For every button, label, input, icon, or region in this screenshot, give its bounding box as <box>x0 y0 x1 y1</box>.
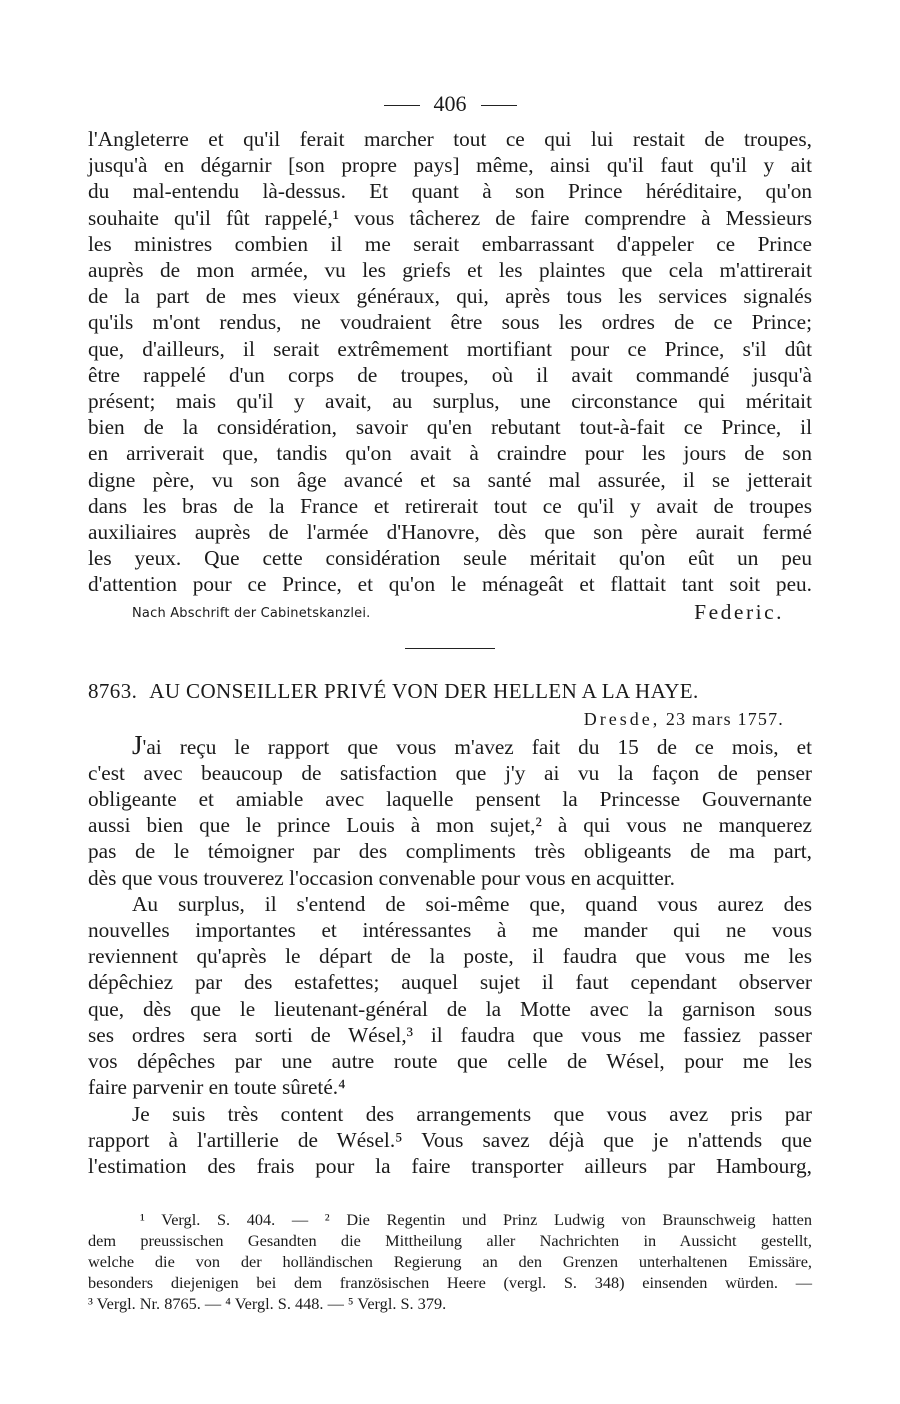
letter-number: 8763. <box>88 678 138 703</box>
text-line: nouvelles importantes et intéressantes à me mander qui ne vous <box>88 918 812 943</box>
text-line: d'attention pour ce Prince, et qu'on le ménageât et flattait tant soit peu. <box>88 572 812 597</box>
letter-heading <box>88 679 812 704</box>
text-line: auprès de mon armée, vu les griefs et les plaintes que cela m'attirerait <box>88 258 812 283</box>
text-line: Au surplus, il s'entend de soi-même que, quand vous aurez des <box>132 891 812 916</box>
letter-place: Dresde, <box>583 708 661 729</box>
text-line <box>88 729 812 760</box>
text-line: du mal-entendu là-dessus. Et quant à son Prince héréditaire, qu'on <box>88 179 812 204</box>
text-line: souhaite qu'il fût rappelé,¹ vous tâcherez de faire comprendre à Messieurs <box>88 205 812 230</box>
text-line: jusqu'à en dégarnir [son propre pays] même, ainsi qu'il faut qu'il y ait <box>88 153 812 178</box>
text-line: obligeante et amiable avec laquelle pensent la Princesse Gouvernante <box>88 787 812 812</box>
page-number: 406 <box>433 91 467 116</box>
text-line: l'Angleterre et qu'il ferait marcher tout ce qui lui restait de troupes, <box>88 127 812 151</box>
text-line: reviennent qu'après le départ de la poste, il faudra que vous me les <box>88 944 812 969</box>
header-dash-left <box>384 105 420 106</box>
footnote-line: dem preussischen Gesandten die Mittheilung aller Nachrichten in Aussicht gestellt, <box>88 1231 812 1251</box>
text-line: c'est avec beaucoup de satisfaction que j'y ai vu la façon de penser <box>88 760 812 785</box>
text-line: que, dès que le lieutenant-général de la Motte avec la garnison sous <box>88 996 812 1021</box>
section-divider <box>405 648 495 649</box>
text-line: de la part de mes vieux généraux, qui, après tous les services signalés <box>88 284 812 309</box>
footnote-line: welche die von der holländischen Regierung an den Grenzen unterhaltenen Emissäre, <box>88 1252 812 1272</box>
page-header <box>88 86 812 122</box>
text-line: dans les bras de la France et retirerait tout ce qu'il y avait de troupes <box>88 493 812 518</box>
text-line: Je suis très content des arrangements que vous avez pris par <box>132 1101 812 1126</box>
text-line: les yeux. Que cette considération seule méritait qu'on eût un peu <box>88 546 812 571</box>
footnote-line: besonders diejenigen bei dem französischen Heere (vergl. S. 348) einsenden würden. — <box>88 1273 812 1293</box>
text-line: que, d'ailleurs, il serait extrêmement mortifiant pour ce Prince, s'il dût <box>88 336 812 361</box>
text-line: aussi bien que le prince Louis à mon sujet,² à qui vous ne manquerez <box>88 813 812 838</box>
header-dash-right <box>481 105 517 106</box>
text-line: auxiliaires auprès de l'armée d'Hanovre, dès que son père aurait fermé <box>88 520 812 545</box>
letter-title: AU CONSEILLER PRIVÉ VON DER HELLEN A LA HAYE. <box>149 678 699 703</box>
text-line: ses ordres sera sorti de Wésel,³ il faudra que vous me fassiez passer <box>88 1022 812 1047</box>
text-line: les ministres combien il me serait embarrassant d'appeler ce Prince <box>88 231 812 256</box>
text-line: dépêchiez par des estafettes; auquel sujet il faut cependant observer <box>88 970 812 995</box>
text-line: présent; mais qu'il y avait, au surplus, une circonstance qui méritait <box>88 389 812 414</box>
footnote-line: ¹ Vergl. S. 404. — ² Die Regentin und Prinz Ludwig von Braunschweig hatten <box>140 1210 812 1230</box>
text-line: digne père, vu son âge avancé et sa santé mal assurée, il se jetterait <box>88 467 812 492</box>
previous-letter-body <box>88 126 812 598</box>
text-line: faire parvenir en toute sûreté.⁴ <box>88 1075 346 1100</box>
drop-cap: J <box>132 729 143 760</box>
signature: Federic. <box>694 599 784 624</box>
book-page <box>88 86 812 1314</box>
text-line: l'estimation des frais pour la faire transporter ailleurs par Hambourg, <box>88 1153 812 1178</box>
text-line: en arriverait que, tandis qu'on avait à craindre pour les jours de son <box>88 441 812 466</box>
source-note: Nach Abschrift der Cabinetskanzlei. <box>132 605 371 621</box>
first-line-text: 'ai reçu le rapport que vous m'avez fait du 15 de ce mois, et <box>142 734 812 759</box>
letter-date: 23 mars 1757. <box>665 708 784 729</box>
footnotes <box>88 1209 812 1314</box>
text-line: rapport à l'artillerie de Wésel.⁵ Vous savez déjà que je n'attends que <box>88 1127 812 1152</box>
footnote-line: ³ Vergl. Nr. 8765. — ⁴ Vergl. S. 448. — ⁵ Vergl. S. 379. <box>88 1294 447 1314</box>
text-line: pas de le témoigner par des compliments très obligeants de ma part, <box>88 839 812 864</box>
paragraph <box>88 1101 812 1180</box>
paragraph <box>88 729 812 891</box>
text-line: être rappelé d'un corps de troupes, où il avait commandé jusqu'à <box>88 362 812 387</box>
dateline <box>88 706 812 732</box>
text-line: qu'ils m'ont rendus, ne voudraient être sous les ordres de ce Prince; <box>88 310 812 335</box>
paragraph <box>88 891 812 1101</box>
source-and-signature <box>88 600 812 630</box>
text-line: vos dépêches par une autre route que celle de Wésel, pour me les <box>88 1049 812 1074</box>
text-line: dès que vous trouverez l'occasion convenable pour vous en acquitter. <box>88 865 675 890</box>
letter-body <box>88 729 812 1179</box>
text-line: bien de la considération, savoir qu'en rebutant tout-à-fait ce Prince, il <box>88 415 812 440</box>
